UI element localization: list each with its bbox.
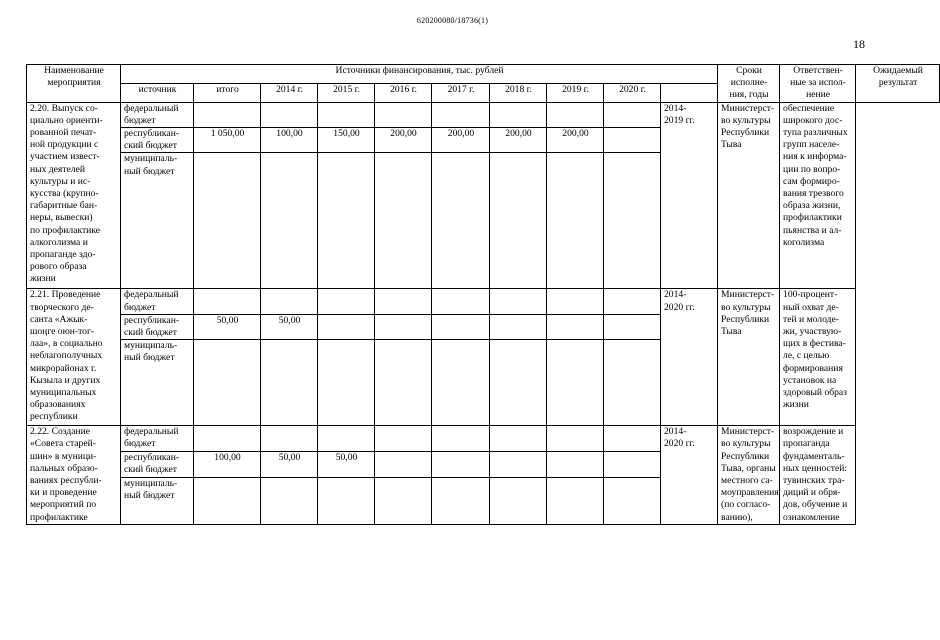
amount-total [194,477,261,524]
amount-year [432,153,490,289]
amount-year [261,426,318,452]
amount-year [318,153,375,289]
activity-name: 2.21. Проведение творческого де- санта «Ажык- шоӊге оюн-тог- лаа», в социально неблагополучных микрорайонах г. Кызыла и других муниципальных образованиях республики [27,289,121,426]
amount-year [261,289,318,314]
header-total: итого [194,83,261,102]
amount-total [194,102,261,127]
amount-year [490,289,547,314]
amount-year [490,102,547,127]
amount-year [261,340,318,426]
amount-year [375,102,432,127]
amount-year [490,452,547,478]
activity-name: 2.22. Создание «Совета старей- шин» в муници- пальных образо- ваниях республи- ки и проведение мероприятий по профилактике [27,426,121,525]
amount-year [604,340,661,426]
amount-year [604,289,661,314]
funding-source: федеральный бюджет [121,289,194,314]
amount-year [490,426,547,452]
amount-year: 200,00 [375,128,432,153]
amount-year [375,452,432,478]
amount-total [194,426,261,452]
funding-table [26,64,940,525]
activity-terms: 2014- 2020 гг. [661,289,718,426]
header-source: источник [121,83,194,102]
amount-year [261,102,318,127]
activity-result: возрождение и пропаганда фундаменталь- ных ценностей: тувинских тра- диций и обря- дов, обучение и ознакомление [780,426,856,525]
funding-source: республикан- ский бюджет [121,128,194,153]
amount-year [318,477,375,524]
amount-year [490,153,547,289]
amount-total [194,153,261,289]
table-row [27,289,940,314]
amount-year [432,340,490,426]
document-id: 620200080/18736(1) [416,16,489,25]
amount-year [432,426,490,452]
activity-result: обеспечение широкого дос- тупа различных групп населе- ния к информа- ции по вопро- сам формиро- вания трезвого образа жизни, профилактики пьянства и ал- коголизма [780,102,856,289]
amount-total [194,289,261,314]
activity-name: 2.20. Выпуск со- циально ориенти- рованной печат- ной продукции с участием извест- ных деятелей культуры и ис- кусства (крупно- габаритные бан- неры, вывески) по профилактике алкоголизма и пропаганде здо- рового образа жизни [27,102,121,289]
amount-year [318,289,375,314]
amount-year [432,314,490,339]
amount-total: 1 050,00 [194,128,261,153]
funding-source: муниципаль- ный бюджет [121,477,194,524]
amount-year [604,128,661,153]
amount-year [490,477,547,524]
funding-source: республикан- ский бюджет [121,314,194,339]
amount-year [261,153,318,289]
header-responsible: Ответствен- ные за испол- нение [780,65,856,103]
amount-year [375,426,432,452]
funding-source: муниципаль- ный бюджет [121,340,194,426]
activity-responsible: Министерст- во культуры Республики Тыва [718,289,780,426]
amount-year [375,153,432,289]
amount-total: 100,00 [194,452,261,478]
amount-year [432,477,490,524]
activity-terms: 2014- 2020 гг. [661,426,718,525]
amount-year: 50,00 [261,452,318,478]
amount-year [261,477,318,524]
funding-source: муниципаль- ный бюджет [121,153,194,289]
amount-year [432,102,490,127]
amount-year [547,102,604,127]
amount-year: 200,00 [432,128,490,153]
header-year-2018: 2018 г. [490,83,547,102]
header-year-2020: 2020 г. [604,83,661,102]
amount-year [547,153,604,289]
header-terms: Сроки исполне- ния, годы [718,65,780,103]
funding-source: республикан- ский бюджет [121,452,194,478]
amount-year [604,314,661,339]
page-number: 18 [853,37,865,51]
amount-year [604,426,661,452]
amount-year [547,289,604,314]
amount-year [547,477,604,524]
amount-total [194,340,261,426]
header-year-2017: 2017 г. [432,83,490,102]
amount-year [318,314,375,339]
header-blank [661,83,718,102]
table-row [27,102,940,127]
header-name: Наименование мероприятия [27,65,121,103]
header-year-2019: 2019 г. [547,83,604,102]
funding-source: федеральный бюджет [121,102,194,127]
amount-year: 50,00 [261,314,318,339]
amount-year [375,477,432,524]
amount-year [318,102,375,127]
amount-year [432,452,490,478]
amount-year [375,314,432,339]
amount-year: 100,00 [261,128,318,153]
table-body [27,102,940,524]
funding-source: федеральный бюджет [121,426,194,452]
activity-responsible: Министерст- во культуры Республики Тыва, органы местного са- моуправления (по согласо- ванию), [718,426,780,525]
amount-year [604,477,661,524]
table-header-row [27,65,940,84]
amount-year [604,153,661,289]
header-funding-sources: Источники финансирования, тыс. рублей [121,65,718,84]
amount-total: 50,00 [194,314,261,339]
amount-year [547,452,604,478]
table-row [27,426,940,452]
amount-year [604,452,661,478]
header-result: Ожидаемый результат [856,65,940,103]
amount-year [490,314,547,339]
amount-year [604,102,661,127]
amount-year: 50,00 [318,452,375,478]
activity-responsible: Министерст- во культуры Республики Тыва [718,102,780,289]
header-year-2015: 2015 г. [318,83,375,102]
header-year-2014: 2014 г. [261,83,318,102]
amount-year [547,426,604,452]
amount-year [547,314,604,339]
amount-year [318,426,375,452]
amount-year: 200,00 [547,128,604,153]
amount-year [547,340,604,426]
activity-terms: 2014- 2019 гг. [661,102,718,289]
amount-year [375,340,432,426]
amount-year [375,289,432,314]
activity-result: 100-процент- ный охват де- тей и молоде- жи, участвую- щих в фестива- ле, с целью формирования установок на здоровый образ жизни [780,289,856,426]
header-year-2016: 2016 г. [375,83,432,102]
amount-year: 200,00 [490,128,547,153]
amount-year [318,340,375,426]
amount-year [432,289,490,314]
amount-year: 150,00 [318,128,375,153]
amount-year [490,340,547,426]
